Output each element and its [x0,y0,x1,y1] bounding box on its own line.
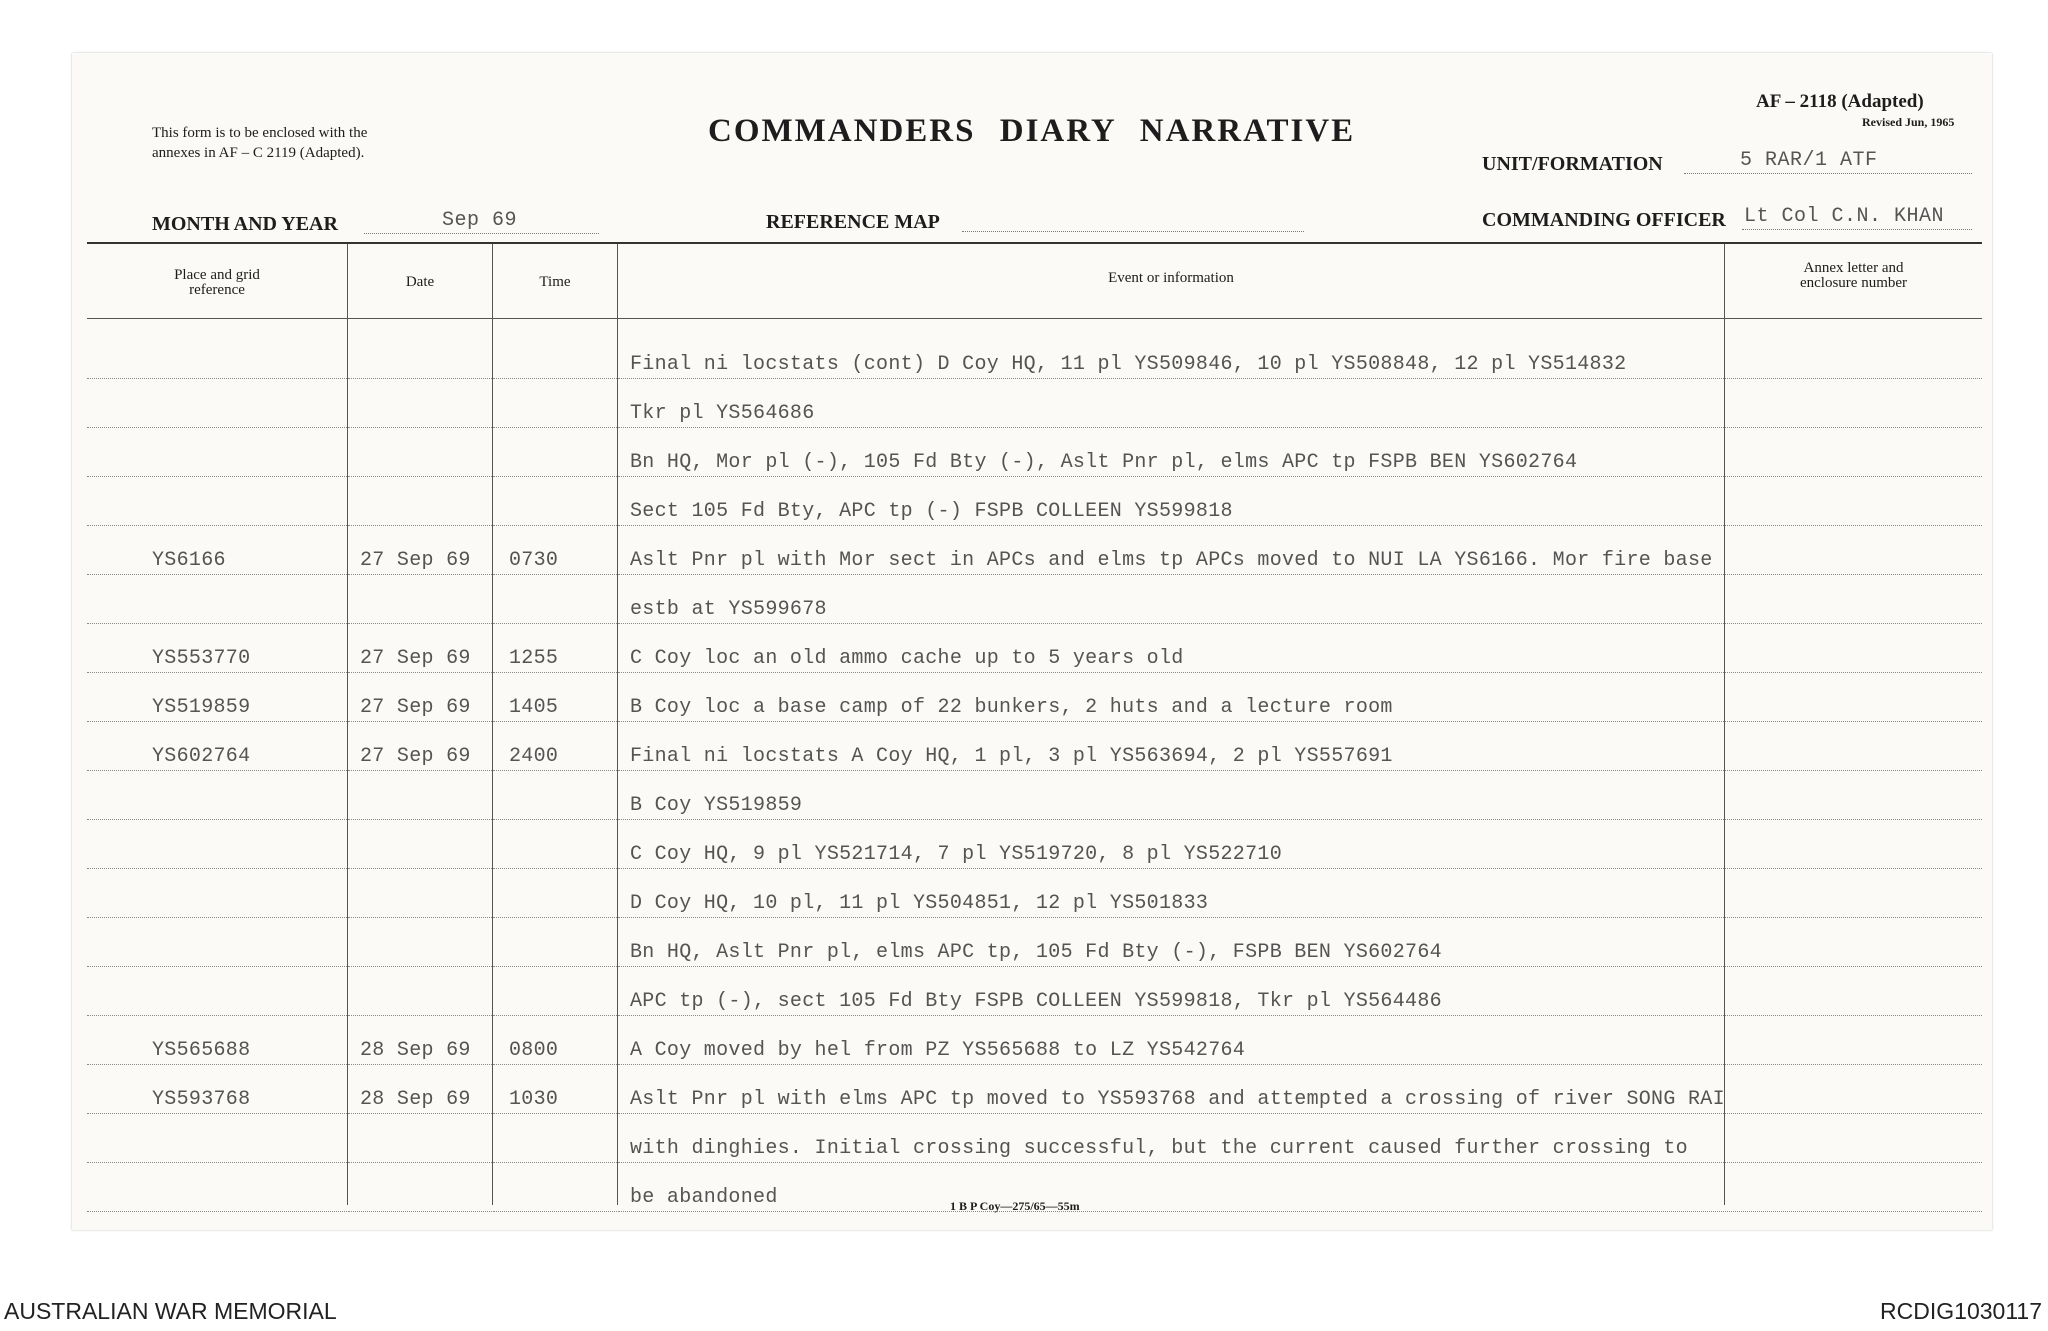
unit-formation-label: UNIT/FORMATION [1482,153,1663,175]
table-row [87,722,1982,771]
cell-annex [1725,329,1982,379]
cell-place [87,721,347,771]
cell-date [348,672,492,722]
cell-place [87,525,347,575]
date-text: 28 Sep 69 [360,1088,471,1111]
cell-event [618,672,1724,722]
cell-date [348,476,492,526]
cell-annex [1725,1113,1982,1163]
cell-event [618,819,1724,869]
time-text: 1030 [509,1088,559,1111]
cell-date [348,378,492,428]
event-text: Aslt Pnr pl with elms APC tp moved to YS593768 and attempted a crossing of river SONG RAI [630,1088,1725,1111]
event-text: A Coy moved by hel from PZ YS565688 to LZ YS542764 [630,1039,1246,1062]
cell-event [618,1162,1724,1212]
table-row [87,673,1982,722]
cell-time [493,427,617,477]
cell-time [493,1162,617,1212]
form-number: AF – 2118 (Adapted) [1756,91,1924,112]
cell-time [493,917,617,967]
cell-date [348,1162,492,1212]
place-text: YS553770 [152,647,251,670]
table-header-rule [87,318,1982,319]
cell-date [348,1015,492,1065]
table-top-rule [87,242,1982,244]
cell-event [618,1064,1724,1114]
cell-event [618,378,1724,428]
event-text: C Coy loc an old ammo cache up to 5 years old [630,647,1184,670]
event-text: APC tp (-), sect 105 Fd Bty FSPB COLLEEN YS599818, Tkr pl YS564486 [630,990,1442,1013]
event-text: with dinghies. Initial crossing successful, but the current caused further crossing to [630,1137,1688,1160]
cell-time [493,966,617,1016]
cell-annex [1725,574,1982,624]
cell-annex [1725,378,1982,428]
table-row [87,379,1982,428]
cell-place [87,1064,347,1114]
cell-date [348,770,492,820]
cell-date [348,623,492,673]
date-text: 27 Sep 69 [360,549,471,572]
event-text: Final ni locstats (cont) D Coy HQ, 11 pl YS509846, 10 pl YS508848, 12 pl YS514832 [630,353,1627,376]
cell-date [348,868,492,918]
event-text: C Coy HQ, 9 pl YS521714, 7 pl YS519720, 8 pl YS522710 [630,843,1283,866]
date-text: 27 Sep 69 [360,647,471,670]
cell-event [618,525,1724,575]
place-text: YS565688 [152,1039,251,1062]
cell-place [87,574,347,624]
cell-place [87,476,347,526]
cell-annex [1725,525,1982,575]
time-text: 1405 [509,696,559,719]
column-header-place [87,268,347,298]
table-row [87,869,1982,918]
cell-place [87,770,347,820]
event-text: B Coy loc a base camp of 22 bunkers, 2 huts and a lecture room [630,696,1393,719]
month-year-value: Sep 69 [442,209,518,232]
table-row [87,624,1982,673]
diary-page [72,53,1992,1230]
event-text: be abandoned [630,1186,778,1209]
cell-time [493,329,617,379]
column-header-date: Date [405,274,435,290]
cell-event [618,721,1724,771]
cell-date [348,1113,492,1163]
unit-formation-value: 5 RAR/1 ATF [1740,149,1878,172]
cell-place [87,868,347,918]
table-row [87,820,1982,869]
cell-place [87,1015,347,1065]
cell-time [493,623,617,673]
cell-time [493,525,617,575]
cell-time [493,1113,617,1163]
cell-event [618,1113,1724,1163]
time-text: 1255 [509,647,559,670]
cell-date [348,1064,492,1114]
table-row [87,428,1982,477]
commanding-officer-value: Lt Col C.N. KHAN [1744,205,1945,228]
form-instruction-line-1: This form is to be enclosed with the [152,125,368,141]
cell-time [493,1015,617,1065]
cell-time [493,476,617,526]
date-text: 28 Sep 69 [360,1039,471,1062]
cell-date [348,329,492,379]
cell-date [348,721,492,771]
cell-annex [1725,917,1982,967]
cell-place [87,329,347,379]
commanding-officer-label: COMMANDING OFFICER [1482,209,1726,231]
place-text: YS593768 [152,1088,251,1111]
cell-annex [1725,427,1982,477]
cell-event [618,329,1724,379]
cell-annex [1725,1015,1982,1065]
time-text: 2400 [509,745,559,768]
event-text: Bn HQ, Aslt Pnr pl, elms APC tp, 105 Fd Bty (-), FSPB BEN YS602764 [630,941,1442,964]
cell-event [618,868,1724,918]
time-text: 0730 [509,549,559,572]
event-text: Sect 105 Fd Bty, APC tp (-) FSPB COLLEEN YS599818 [630,500,1233,523]
printer-imprint: 1 B P Coy—275/65—55m [950,1199,1080,1213]
cell-event [618,623,1724,673]
cell-date [348,966,492,1016]
cell-event [618,476,1724,526]
event-text: B Coy YS519859 [630,794,803,817]
cell-event [618,966,1724,1016]
cell-place [87,378,347,428]
unit-formation-line [1684,173,1972,174]
cell-date [348,917,492,967]
event-text: Tkr pl YS564686 [630,402,815,425]
cell-place [87,623,347,673]
event-text: Final ni locstats A Coy HQ, 1 pl, 3 pl YS563694, 2 pl YS557691 [630,745,1393,768]
form-revision: Revised Jun, 1965 [1862,115,1955,129]
reference-map-label: REFERENCE MAP [766,211,940,233]
reference-map-line [962,231,1304,232]
cell-date [348,427,492,477]
column-header-time: Time [539,274,571,290]
cell-place [87,672,347,722]
cell-time [493,672,617,722]
cell-event [618,427,1724,477]
date-text: 27 Sep 69 [360,745,471,768]
cell-event [618,770,1724,820]
cell-time [493,378,617,428]
cell-annex [1725,868,1982,918]
commanding-officer-line [1742,229,1972,230]
footer-record-id: RCDIG1030117 [1880,1298,2042,1324]
page-title: COMMANDERS DIARY NARRATIVE [708,113,1356,149]
cell-annex [1725,966,1982,1016]
cell-date [348,574,492,624]
event-text: estb at YS599678 [630,598,827,621]
column-header-place-line-2: reference [189,282,245,298]
table-row [87,1016,1982,1065]
footer-source: AUSTRALIAN WAR MEMORIAL [4,1298,337,1324]
event-text: Aslt Pnr pl with Mor sect in APCs and elms tp APCs moved to NUI LA YS6166. Mor fire base [630,549,1713,572]
table-row [87,575,1982,624]
event-text: Bn HQ, Mor pl (-), 105 Fd Bty (-), Aslt Pnr pl, elms APC tp FSPB BEN YS602764 [630,451,1578,474]
cell-event [618,917,1724,967]
cell-annex [1725,623,1982,673]
place-text: YS6166 [152,549,226,572]
time-text: 0800 [509,1039,559,1062]
cell-date [348,819,492,869]
column-header-annex-line-1: Annex letter and [1803,260,1904,276]
column-header-annex [1725,261,1982,291]
cell-date [348,525,492,575]
table-row [87,918,1982,967]
table-row [87,1114,1982,1163]
cell-time [493,819,617,869]
month-year-label: MONTH AND YEAR [152,213,338,235]
cell-annex [1725,1064,1982,1114]
cell-event [618,574,1724,624]
cell-event [618,1015,1724,1065]
event-text: D Coy HQ, 10 pl, 11 pl YS504851, 12 pl YS501833 [630,892,1209,915]
table-row [87,526,1982,575]
cell-time [493,868,617,918]
date-text: 27 Sep 69 [360,696,471,719]
cell-annex [1725,476,1982,526]
table-row [87,771,1982,820]
cell-time [493,770,617,820]
cell-place [87,966,347,1016]
cell-annex [1725,721,1982,771]
table-row [87,1065,1982,1114]
cell-place [87,917,347,967]
cell-annex [1725,672,1982,722]
place-text: YS519859 [152,696,251,719]
form-instruction-line-2: annexes in AF – C 2119 (Adapted). [152,145,365,161]
month-year-line [364,233,599,234]
table-row [87,967,1982,1016]
cell-place [87,819,347,869]
column-header-event: Event or information [1108,270,1234,286]
cell-time [493,1064,617,1114]
cell-annex [1725,770,1982,820]
table-row [87,477,1982,526]
place-text: YS602764 [152,745,251,768]
cell-place [87,427,347,477]
cell-annex [1725,819,1982,869]
table-row [87,330,1982,379]
column-header-annex-line-2: enclosure number [1799,275,1908,291]
cell-annex [1725,1162,1982,1212]
cell-place [87,1162,347,1212]
column-header-place-line-1: Place and grid [174,267,260,283]
cell-time [493,721,617,771]
cell-time [493,574,617,624]
cell-place [87,1113,347,1163]
